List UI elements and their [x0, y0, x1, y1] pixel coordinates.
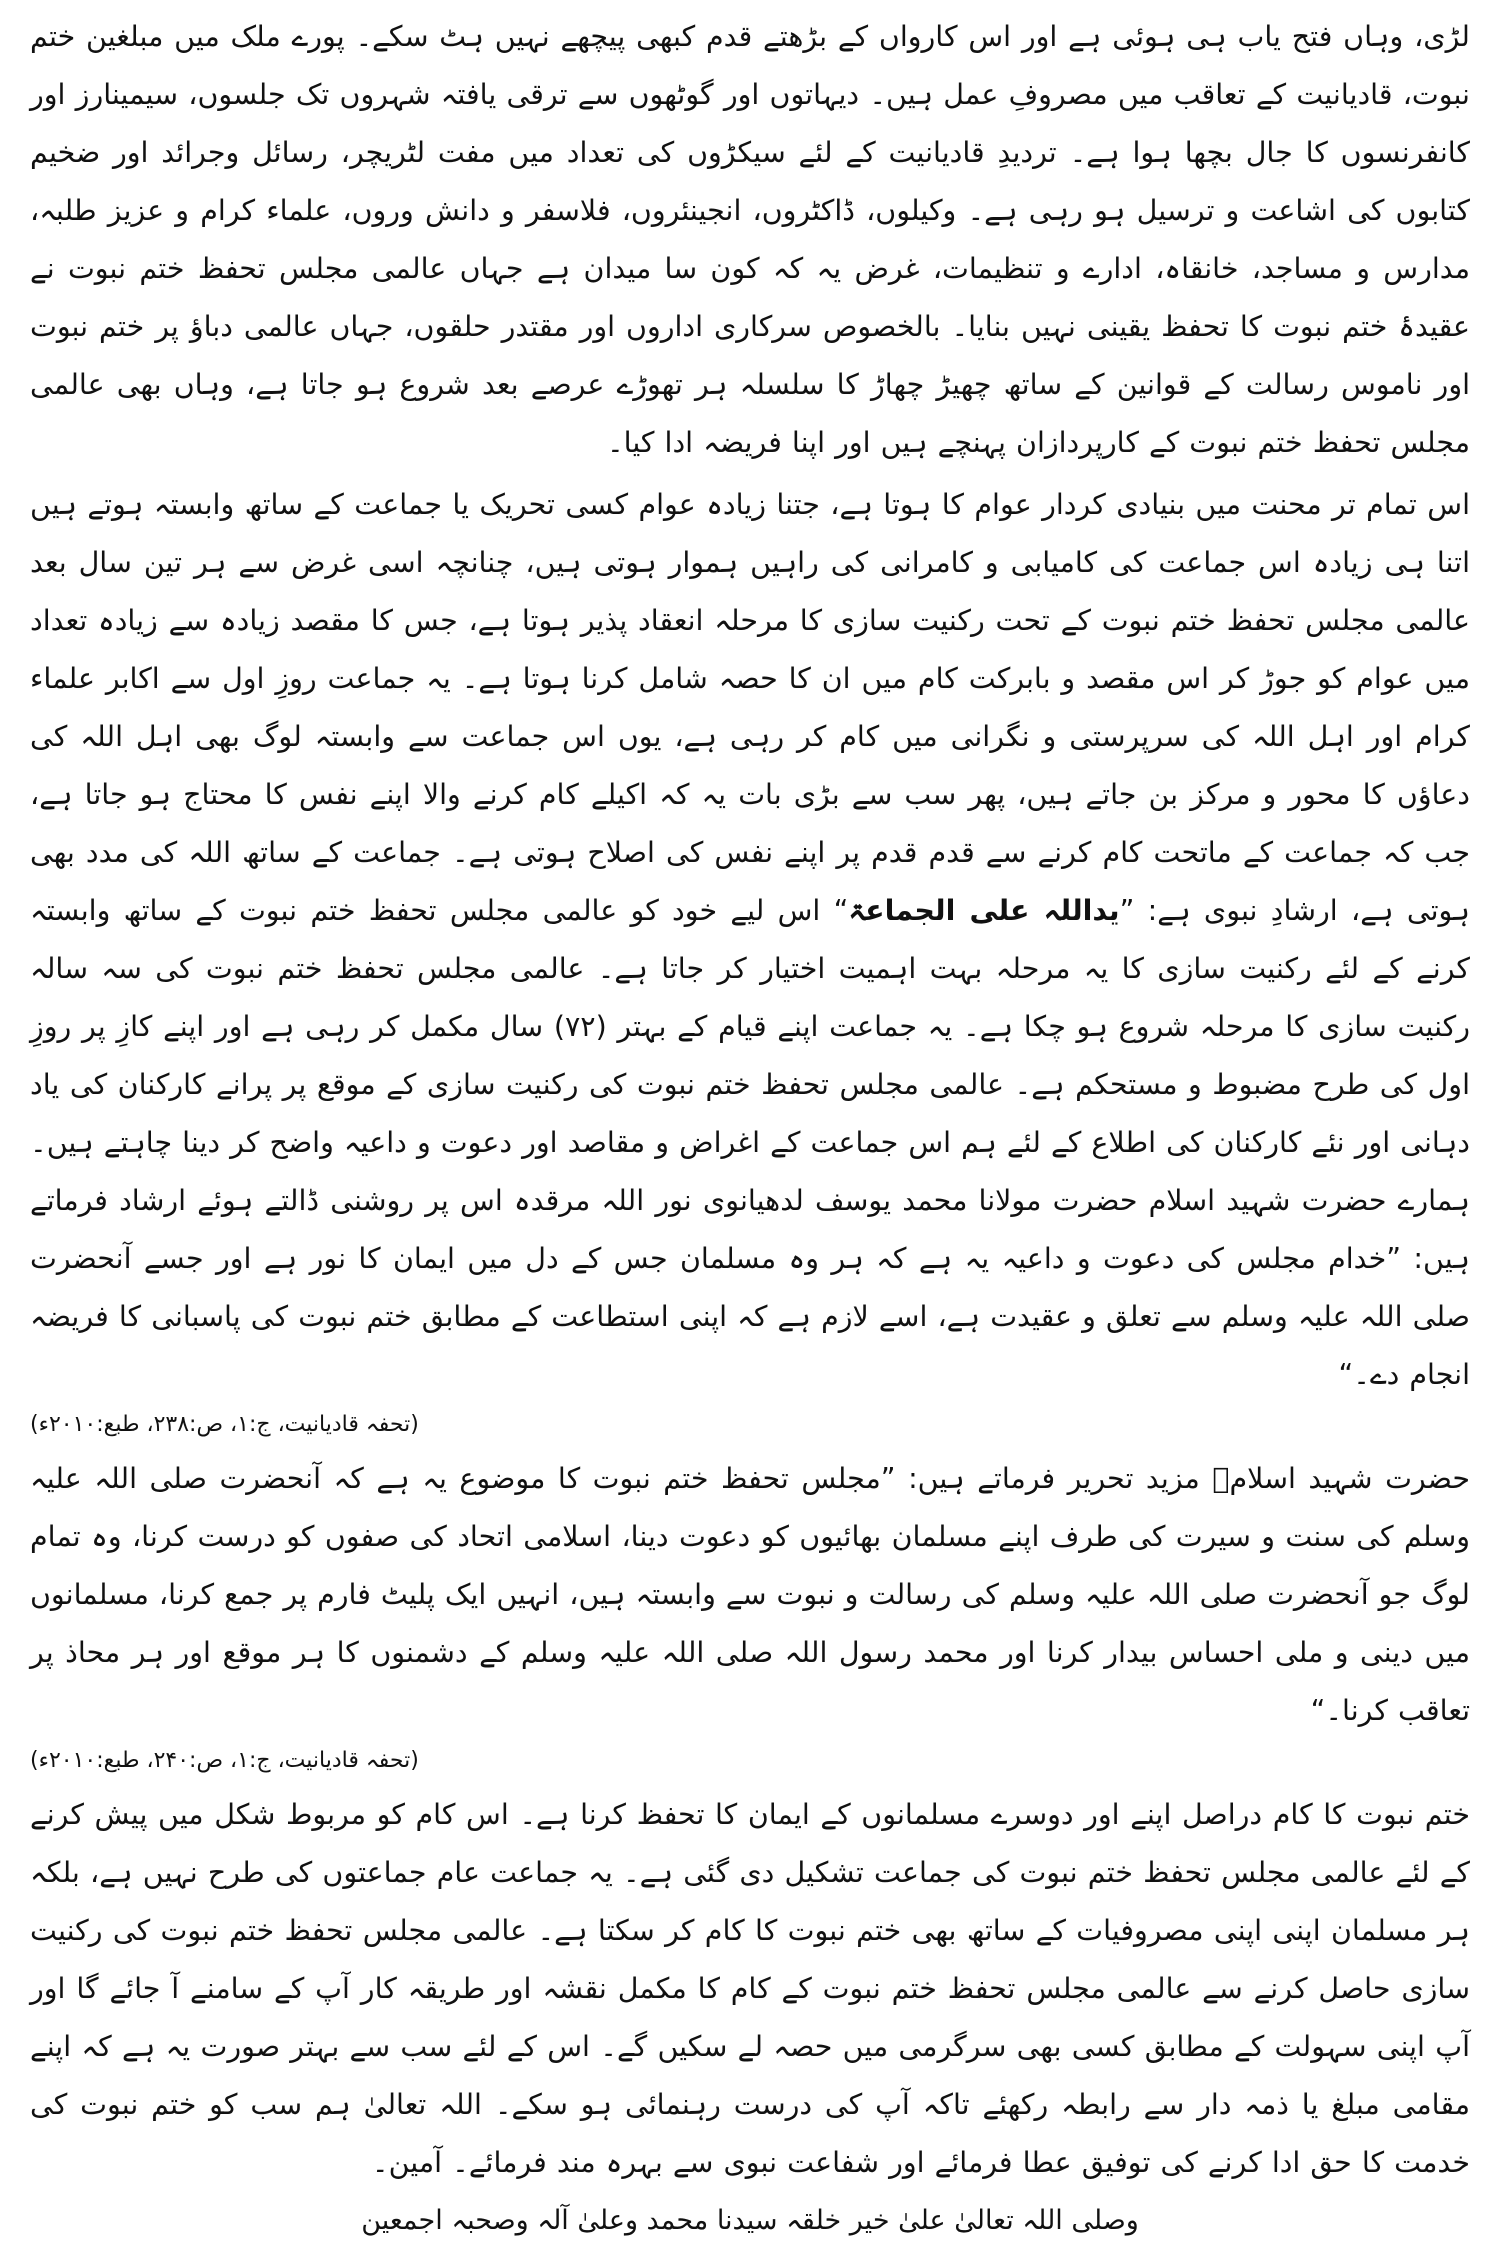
paragraph-4-text: ختم نبوت کا کام دراصل اپنے اور دوسرے مسلمانوں کے ایمان کا تحفظ کرنا ہے۔ اس کام کو مربوط شکل میں پیش کرنے کے لئے عالمی مجلس تحفظ ختم نبوت کی جماعت تشکیل دی گئی ہے۔ یہ جماعت عام جماعتوں کی طرح نہیں ہے، بلکہ ہر مسلمان اپنی اپنی مصروفیات کے ساتھ بھی ختم نبوت کا کام کر سکتا ہے۔ عالمی مجلس تحفظ ختم نبوت کی رکنیت سازی حاصل کرنے سے عالمی مجلس تحفظ ختم نبوت کے کام کا مکمل نقشہ اور طریقہ کار آپ کے سامنے آ جائے گا اور آپ اپنی سہولت کے مطابق کسی بھی سرگرمی میں حصہ لے سکیں گے۔ اس کے لئے سب سے بہتر صورت یہ ہے کہ اپنے مقامی مبلغ یا ذمہ دار سے رابطہ رکھئے تاکہ آپ کی درست رہنمائی ہو سکے۔ اللہ تعالیٰ ہم سب کو ختم نبوت کی خدمت کا حق ادا کرنے کی توفیق عطا فرمائے اور شفاعت نبوی سے بہرہ مند فرمائے۔ آمین۔ [30, 1798, 1470, 2179]
paragraph-1 [30, 8, 1470, 472]
citation-2: (تحفہ قادیانیت، ج:۱، ص:۲۴۰، طبع:۲۰۱۰ء) [30, 1748, 419, 1773]
paragraph-4 [30, 1786, 1470, 2192]
paragraph-1-text: لڑی، وہاں فتح یاب ہی ہوئی ہے اور اس کارواں کے بڑھتے قدم کبھی پیچھے نہیں ہٹ سکے۔ پورے ملک میں مبلغین ختم نبوت، قادیانیت کے تعاقب میں مصروفِ عمل ہیں۔ دیہاتوں اور گوٹھوں سے ترقی یافتہ شہروں تک جلسوں، سیمینارز اور کانفرنسوں کا جال بچھا ہوا ہے۔ تردیدِ قادیانیت کے لئے سیکڑوں کی تعداد میں مفت لٹریچر، رسائل وجرائد اور ضخیم کتابوں کی اشاعت و ترسیل ہو رہی ہے۔ وکیلوں، ڈاکٹروں، انجینئروں، فلاسفر و دانش وروں، علماء کرام و عزیز طلبہ، مدارس و مساجد، خانقاہ، ادارے و تنظیمات، غرض یہ کہ کون سا میدان ہے جہاں عالمی مجلس تحفظ ختم نبوت نے عقیدۂ ختم نبوت کا تحفظ یقینی نہیں بنایا۔ بالخصوص سرکاری اداروں اور مقتدر حلقوں، جہاں عالمی دباؤ پر ختم نبوت اور ناموس رسالت کے قوانین کے ساتھ چھیڑ چھاڑ کا سلسلہ ہر تھوڑے عرصے بعد شروع ہو جاتا ہے، وہاں بھی عالمی مجلس تحفظ ختم نبوت کے کارپردازان پہنچے ہیں اور اپنا فریضہ ادا کیا۔ [30, 20, 1470, 459]
document-page [30, 8, 1471, 2236]
paragraph-2-text-start: اس تمام تر محنت میں بنیادی کردار عوام کا ہوتا ہے، جتنا زیادہ عوام کسی تحریک یا جماعت کے ساتھ وابستہ ہوتے ہیں اتنا ہی زیادہ اس جماعت کی کامیابی و کامرانی کی راہیں ہموار ہوتی ہیں، چنانچہ اسی غرض سے ہر تین سال بعد عالمی مجلس تحفظ ختم نبوت کے تحت رکنیت سازی کا مرحلہ انعقاد پذیر ہوتا ہے، جس کا مقصد زیادہ سے زیادہ تعداد میں عوام کو جوڑ کر اس مقصد و بابرکت کام میں ان کا حصہ شامل کرنا ہوتا ہے۔ یہ جماعت روزِ اول سے اکابر علماء کرام اور اہل اللہ کی سرپرستی و نگرانی میں کام کر رہی ہے، یوں اس جماعت سے وابستہ لوگ بھی اہل اللہ کی دعاؤں کا محور و مرکز بن جاتے ہیں، پھر سب سے بڑی بات یہ کہ اکیلے کام کرنے والا اپنے نفس کا محتاج ہو جاتا ہے، جب کہ جماعت کے ماتحت کام کرنے سے قدم قدم پر اپنے نفس کی اصلاح ہوتی ہے۔ جماعت کے ساتھ اللہ کی مدد بھی ہوتی ہے، ارشادِ نبوی ہے: ” [30, 488, 1470, 927]
paragraph-2-text-end: “ اس لیے خود کو عالمی مجلس تحفظ ختم نبوت کے ساتھ وابستہ کرنے کے لئے رکنیت سازی کا یہ مرحلہ بہت اہمیت اختیار کر جاتا ہے۔ عالمی مجلس تحفظ ختم نبوت کی سہ سالہ رکنیت سازی کا مرحلہ شروع ہو چکا ہے۔ یہ جماعت اپنے قیام کے بہتر (۷۲) سال مکمل کر رہی ہے اور اپنے کازِ پر روزِ اول کی طرح مضبوط و مستحکم ہے۔ عالمی مجلس تحفظ ختم نبوت کی رکنیت سازی کے موقع پر پرانے کارکنان کی یاد دہانی اور نئے کارکنان کی اطلاع کے لئے ہم اس جماعت کے اغراض و مقاصد اور دعوت و داعیہ واضح کر دینا چاہتے ہیں۔ ہمارے حضرت شہید اسلام حضرت مولانا محمد یوسف لدھیانوی نور اللہ مرقدہ اس پر روشنی ڈالتے ہوئے ارشاد فرماتے ہیں: ”خدام مجلس کی دعوت و داعیہ یہ ہے کہ ہر وہ مسلمان جس کے دل میں ایمان کا نور ہے اور جسے آنحضرت صلی اللہ علیہ وسلم سے تعلق و عقیدت ہے، اسے لازم ہے کہ اپنی استطاعت کے مطابق ختم نبوت کی پاسبانی کا فریضہ انجام دے۔“ [30, 894, 1471, 1391]
paragraph-2 [30, 476, 1470, 1404]
paragraph-3 [30, 1450, 1470, 1740]
paragraph-3-text: حضرت شہید اسلامؒ مزید تحریر فرماتے ہیں: ”مجلس تحفظ ختم نبوت کا موضوع یہ ہے کہ آنحضرت صلی اللہ علیہ وسلم کی سنت و سیرت کی طرف اپنے مسلمان بھائیوں کو دعوت دینا، اسلامی اتحاد کی صفوں کو درست کرنا، وہ تمام لوگ جو آنحضرت صلی اللہ علیہ وسلم کی رسالت و نبوت سے وابستہ ہیں، انہیں ایک پلیٹ فارم پر جمع کرنا، مسلمانوں میں دینی و ملی احساس بیدار کرنا اور محمد رسول اللہ صلی اللہ علیہ وسلم کے دشمنوں کا ہر موقع اور ہر محاذ پر تعاقب کرنا۔“ [30, 1462, 1470, 1727]
hadith-phrase: یداللہ علی الجماعۃ [848, 894, 1120, 927]
closing-salutation: وصلی اللہ تعالیٰ علیٰ خیر خلقہ سیدنا محمد وعلیٰ آلہ وصحبہ اجمعین [361, 2205, 1139, 2236]
citation-1: (تحفہ قادیانیت، ج:۱، ص:۲۳۸، طبع:۲۰۱۰ء) [30, 1412, 419, 1437]
